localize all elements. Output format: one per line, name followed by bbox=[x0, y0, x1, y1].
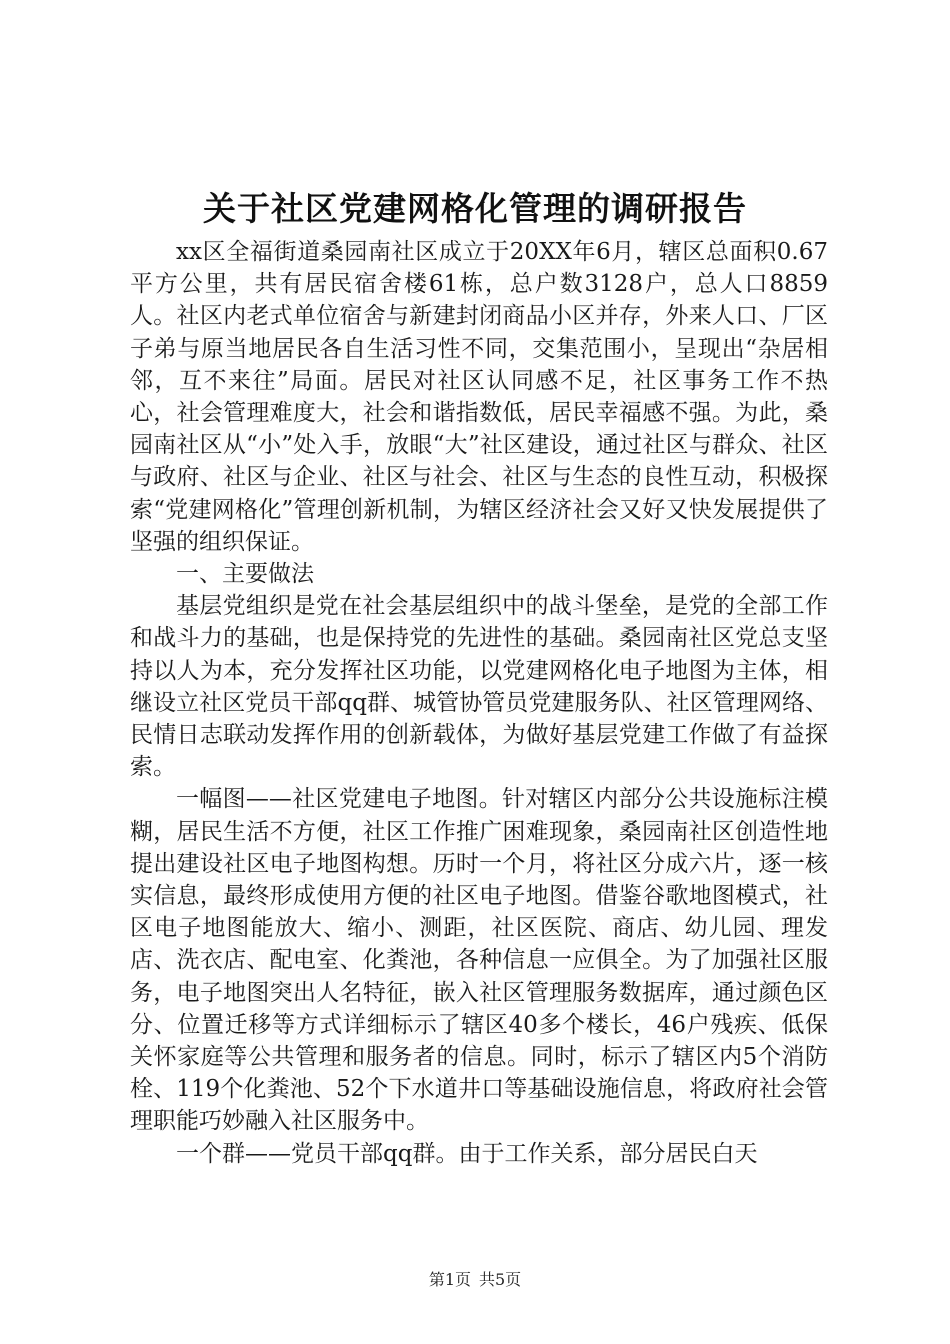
paragraph-electronic-map: 一幅图——社区党建电子地图。针对辖区内部分公共设施标注模糊，居民生活不方便，社区工作推广困难现象，桑园南社区创造性地提出建设社区电子地图构想。历时一个月，将社区分成六片，逐一核实信息，最终形成使用方便的社区电子地图。借鉴谷歌地图模式，社区电子地图能放大、缩小、测距，社区医院、商店、幼儿园、理发店、洗衣店、配电室、化粪池，各种信息一应俱全。为了加强社区服务，电子地图突出人名特征，嵌入社区管理服务数据库，通过颜色区分、位置迁移等方式详细标示了辖区40多个楼长，46户残疾、低保关怀家庭等公共管理和服务者的信息。同时，标示了辖区内5个消防栓、119个化粪池、52个下水道井口等基础设施信息，将政府社会管理职能巧妙融入社区服务中。 bbox=[130, 786, 828, 1135]
section-heading-main-practices: 一、主要做法 bbox=[176, 561, 314, 588]
document-title: 关于社区党建网格化管理的调研报告 bbox=[203, 189, 747, 228]
paragraph-qq-group: 一个群——党员干部qq群。由于工作关系，部分居民白天 bbox=[176, 1140, 758, 1167]
page-number-total: 共5页 bbox=[479, 1270, 522, 1289]
paragraph-intro: xx区全福街道桑园南社区成立于20XX年6月，辖区总面积0.67平方公里，共有居民宿舍楼61栋，总户数3128户，总人口8859人。社区内老式单位宿舍与新建封闭商品小区并存，外来人口、厂区子弟与原当地居民各自生活习性不同，交集范围小，呈现出“杂居相邻，互不来往”局面。居民对社区认同感不足，社区事务工作不热心，社会管理难度大，社会和谐指数低，居民幸福感不强。为此，桑园南社区从“小”处入手，放眼“大”社区建设，通过社区与群众、社区与政府、社区与企业、社区与社会、社区与生态的良性互动，积极探索“党建网格化”管理创新机制，为辖区经济社会又好又快发展提供了坚强的组织保证。 bbox=[130, 239, 828, 555]
paragraph-grassroots: 基层党组织是党在社会基层组织中的战斗堡垒，是党的全部工作和战斗力的基础，也是保持党的先进性的基础。桑园南社区党总支坚持以人为本，充分发挥社区功能，以党建网格化电子地图为主体，相继设立社区党员干部qq群、城管协管员党建服务队、社区管理网络、民情日志联动发挥作用的创新载体，为做好基层党建工作做了有益探索。 bbox=[130, 593, 828, 781]
document-body bbox=[130, 236, 828, 1170]
page-footer bbox=[0, 1270, 950, 1290]
page-number-current: 第1页 bbox=[428, 1270, 471, 1289]
